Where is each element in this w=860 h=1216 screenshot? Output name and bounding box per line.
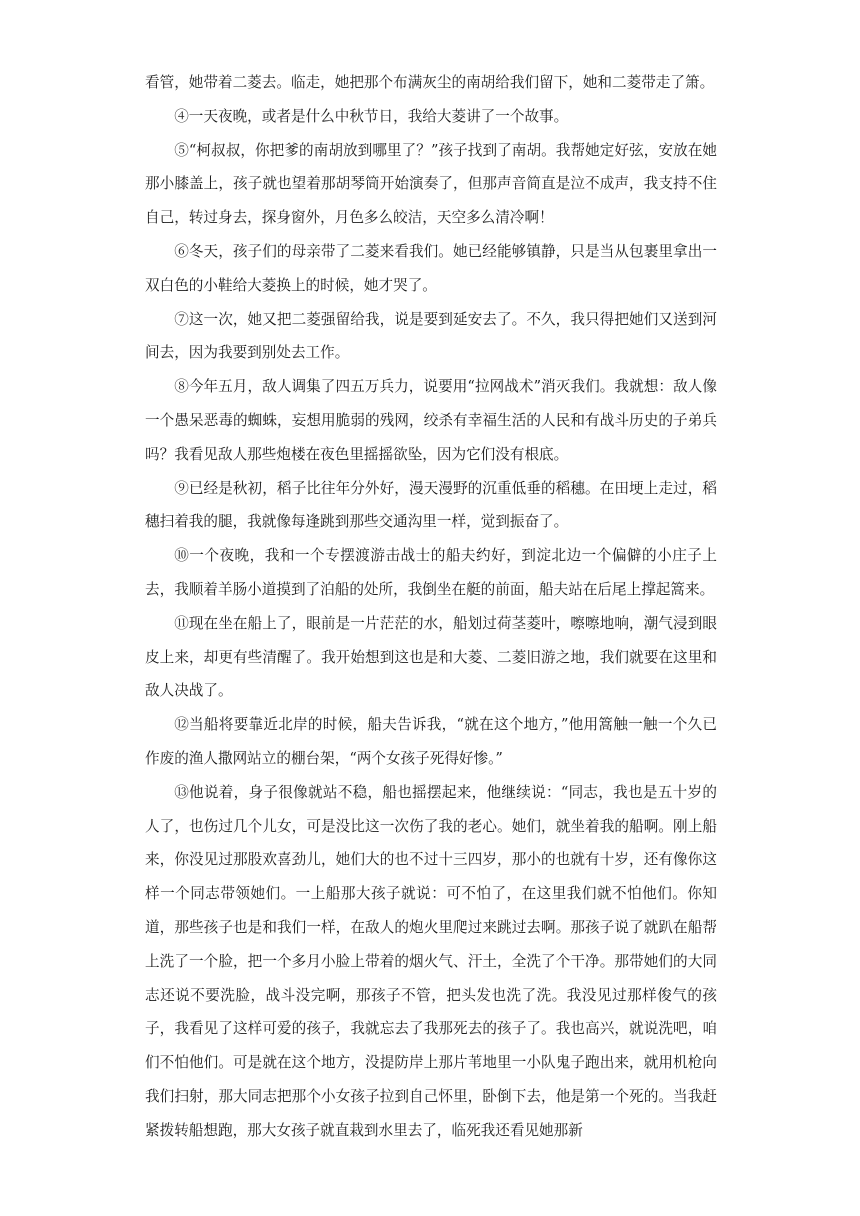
paragraph-12: ⑫当船将要靠近北岸的时候，船夫告诉我，“就在这个地方，”他用篙触一触一个久已作废的渔人撒网站立的棚台架，“两个女孩子死得好惨。” [145,716,717,767]
paragraph-11: ⑪现在坐在船上了，眼前是一片茫茫的水，船划过荷茎菱叶，嚓嚓地响，潮气浸到眼皮上来，却更有些清醒了。我开始想到这也是和大菱、二菱旧游之地，我们就要在这里和敌人决战了。 [145,614,717,700]
paragraph-7: ⑦这一次，她又把二菱强留给我，说是要到延安去了。不久，我只得把她们又送到河间去，因为我要到别处去工作。 [145,310,717,362]
paragraph-5: ⑤“柯叔叔，你把爹的南胡放到哪里了？”孩子找到了南胡。我帮她定好弦，安放在她那小膝盖上，孩子就也望着那胡琴筒开始演奏了，但那声音简直是泣不成声，我支持不住自己，转过身去，探身窗外，月色多么皎洁，天空多么清冷啊！ [145,141,717,227]
paragraph-6: ⑥冬天，孩子们的母亲带了二菱来看我们。她已经能够镇静，只是当从包裹里拿出一双白色的小鞋给大菱换上的时候，她才哭了。 [145,242,717,294]
document-page [145,66,717,1148]
paragraph-10: ⑩一个夜晚，我和一个专摆渡游击战士的船夫约好，到淀北边一个偏僻的小庄子上去，我顺着羊肠小道摸到了泊船的处所，我倒坐在艇的前面，船夫站在后尾上撑起篙来。 [145,547,717,598]
paragraph-4: ④一天夜晚，或者是什么中秋节日，我给大菱讲了一个故事。 [174,107,569,125]
paragraph-9: ⑨已经是秋初，稻子比往年分外好，漫天漫野的沉重低垂的稻穗。在田埂上走过，稻穗扫着我的腿，我就像每逢跳到那些交通沟里一样，觉到振奋了。 [145,479,717,531]
paragraph-continued: 看管，她带着二菱去。临走，她把那个布满灰尘的南胡给我们留下，她和二菱带走了箫。 [145,74,715,91]
paragraph-8: ⑧今年五月，敌人调集了四五万兵力，说要用“拉网战术”消灭我们。我就想：敌人像一个愚呆恶毒的蜘蛛，妄想用脆弱的残网，绞杀有幸福生活的人民和有战斗历史的子弟兵吗？我看见敌人那些炮楼在夜色里摇摇欲坠，因为它们没有根底。 [145,378,717,463]
paragraph-13: ⑬他说着，身子很像就站不稳，船也摇摆起来，他继续说：“同志，我也是五十岁的人了，也伤过几个儿女，可是没比这一次伤了我的老心。她们，就坐着我的船啊。刚上船来，你没见过那股欢喜劲儿，她们大的也不过十三四岁，那小的也就有十岁，还有像你这样一个同志带领她们。一上船那大孩子就说：可不怕了，在这里我们就不怕他们。你知道，那些孩子也是和我们一样，在敌人的炮火里爬过来跳过去啊。那孩子说了就趴在船帮上洗了一个脸，把一个多月小脸上带着的烟火气、汗土，全洗了个干净。那带她们的大同志还说不要洗脸，战斗没完啊，那孩子不管，把头发也洗了洗。我没见过那样俊气的孩子，我看见了这样可爱的孩子，我就忘去了我那死去的孩子了。我也高兴，就说洗吧，咱们不怕他们。可是就在这个地方，没提防岸上那片苇地里一小队鬼子跑出来，就用机枪向我们扫射，那大同志把那个小女孩子拉到自己怀里，卧倒下去，他是第一个死的。当我赶紧拨转船想跑，那大女孩子就直栽到水里去了，临死我还看见她那新 [145,783,717,1139]
